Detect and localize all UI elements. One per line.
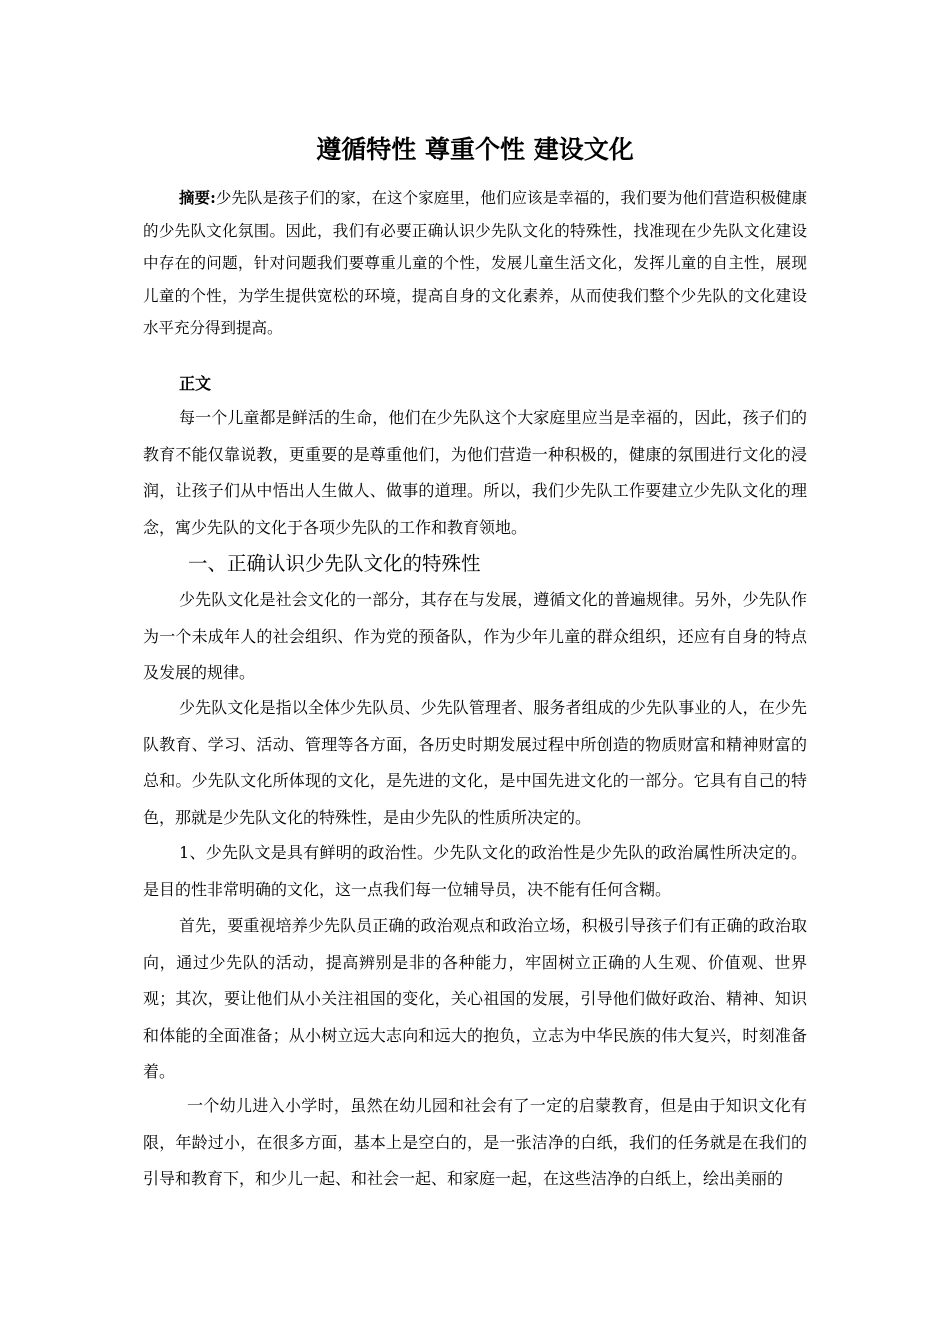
abstract-label: 摘要: xyxy=(179,188,216,207)
abstract-paragraph xyxy=(143,182,807,345)
body-paragraph: 每一个儿童都是鲜活的生命，他们在少先队这个大家庭里应当是幸福的，因此，孩子们的教育不能仅靠说教，更重要的是尊重他们，为他们营造一种积极的，健康的氛围进行文化的浸润，让孩子们从中悟出人生做人、做事的道理。所以，我们少先队工作要建立少先队文化的理念，寓少先队的文化于各项少先队的工作和教育领地。 xyxy=(143,408,807,537)
section-paragraph: 首先，要重视培养少先队员正确的政治观点和政治立场，积极引导孩子们有正确的政治取向，通过少先队的活动，提高辨别是非的各种能力，牢固树立正确的人生观、价值观、世界观；其次，要让他们从小关注祖国的变化，关心祖国的发展，引导他们做好政治、精神、知识和体能的全面准备；从小树立远大志向和远大的抱负，立志为中华民族的伟大复兴，时刻准备着。 xyxy=(143,916,807,1081)
abstract-text: 少先队是孩子们的家，在这个家庭里，他们应该是幸福的，我们要为他们营造积极健康的少先队文化氛围。因此，我们有必要正确认识少先队文化的特殊性，找准现在少先队文化建设中存在的问题，针对问题我们要尊重儿童的个性，发展儿童生活文化，发挥儿童的自主性，展现儿童的个性，为学生提供宽松的环境，提高自身的文化素养，从而使我们整个少先队的文化建设水平充分得到提高。 xyxy=(143,189,807,337)
body-heading: 正文 xyxy=(179,374,212,393)
section-paragraph: 少先队文化是指以全体少先队员、少先队管理者、服务者组成的少先队事业的人，在少先队教育、学习、活动、管理等各方面，各历史时期发展过程中所创造的物质财富和精神财富的总和。少先队文化所体现的文化，是先进的文化，是中国先进文化的一部分。它具有自己的特色，那就是少先队文化的特殊性，是由少先队的性质所决定的。 xyxy=(143,698,807,827)
section-paragraph: 一个幼儿进入小学时，虽然在幼儿园和社会有了一定的启蒙教育，但是由于知识文化有限，年龄过小，在很多方面，基本上是空白的，是一张洁净的白纸，我们的任务就是在我们的引导和教育下，和少儿一起、和社会一起、和家庭一起，在这些洁净的白纸上，绘出美丽的 xyxy=(143,1096,807,1188)
document-title: 遵循特性 尊重个性 建设文化 xyxy=(316,135,634,164)
section-paragraph: 1、少先队文是具有鲜明的政治性。少先队文化的政治性是少先队的政治属性所决定的。是目的性非常明确的文化，这一点我们每一位辅导员，决不能有任何含糊。 xyxy=(143,843,807,899)
section-heading: 一、正确认识少先队文化的特殊性 xyxy=(188,552,481,575)
section-paragraph: 少先队文化是社会文化的一部分，其存在与发展，遵循文化的普遍规律。另外，少先队作为一个未成年人的社会组织、作为党的预备队，作为少年儿童的群众组织，还应有自身的特点及发展的规律。 xyxy=(143,590,807,682)
